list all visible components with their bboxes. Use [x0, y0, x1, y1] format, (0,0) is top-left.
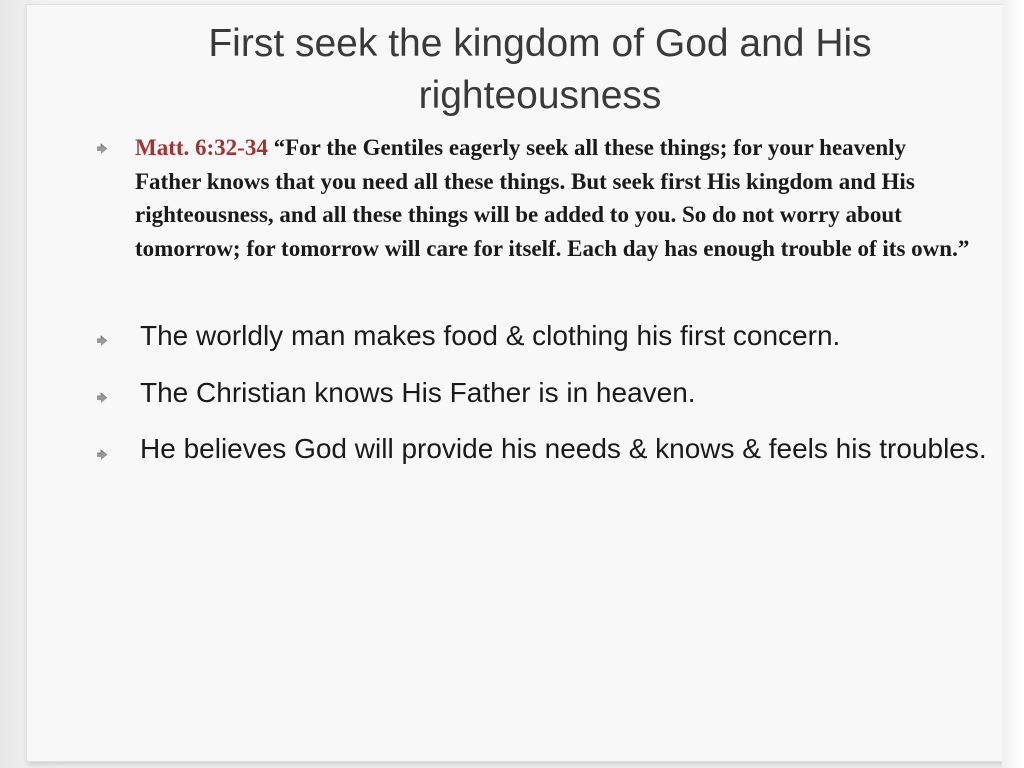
- scripture-text: “For the Gentiles eagerly seek all these things; for your heavenly Father knows that you need all these things. But seek first His kingdom and His righteousness, and all these things will be added to you. So do not worry about tomorrow; for tomorrow will care for itself. Each day has enough trouble of its own.”: [135, 135, 970, 261]
- arrow-bullet-icon: [96, 449, 108, 461]
- arrow-bullet-icon: [96, 392, 108, 404]
- bullet-point: The Christian knows His Father is in heaven.: [140, 377, 696, 408]
- arrow-bullet-icon: [96, 143, 108, 155]
- page-edge: [1002, 0, 1024, 768]
- scripture-quote: [135, 131, 975, 265]
- scripture-reference: Matt. 6:32-34: [135, 135, 268, 160]
- arrow-bullet-icon: [96, 335, 108, 347]
- bullet-point: He believes God will provide his needs & knows & feels his troubles.: [140, 433, 987, 464]
- slide-title: First seek the kingdom of God and His righteousness: [208, 22, 872, 117]
- bullet-point: The worldly man makes food & clothing his first concern.: [140, 320, 841, 351]
